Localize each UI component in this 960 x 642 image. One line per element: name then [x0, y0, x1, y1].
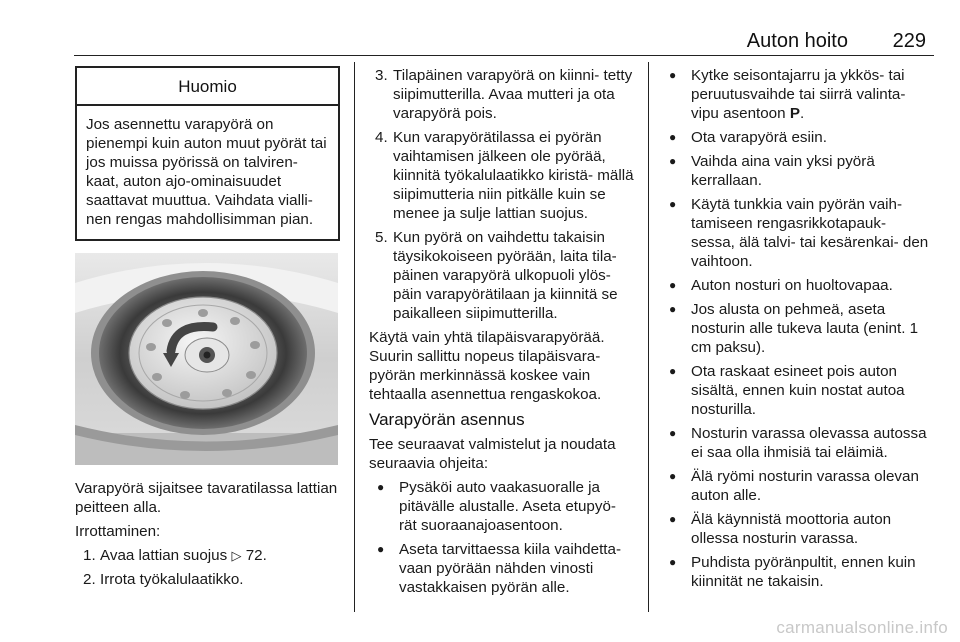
step-number: 1.	[83, 547, 96, 564]
header-divider	[74, 55, 934, 56]
notice-text: Jos asennettu varapyörä on pienempi kuin auton muut pyörät tai jos muissa pyörissä on talviren- kaat, auton ajo-ominaisuudet saattavat muuttua. Vaihdata vialli- nen rengas mahdollisimman pian.	[86, 116, 327, 228]
removal-steps	[75, 546, 340, 589]
list-item: ● Pysäköi auto vaakasuoralle ja pitävälle alustalle. Aseta etupyö- rät suoraanajoasentoon.	[369, 478, 637, 535]
list-item: ● Älä ryömi nosturin varassa olevan auton alle.	[663, 467, 931, 505]
column-divider-1	[354, 62, 355, 612]
gear-position-p: P	[789, 105, 800, 122]
page-reference[interactable]: 72.	[245, 547, 267, 564]
section-title: Auton hoito	[746, 30, 848, 52]
column-1	[75, 66, 340, 594]
speed-note: Käytä vain yhtä tilapäisvarapyörää. Suurin sallittu nopeus tilapäisvara- pyörän merkinnässä koskee vain tehtaalla asennettua rengaskokoa.	[369, 329, 605, 403]
list-item-text: Kytke seisontajarru ja ykkös- tai peruutusvaihde tai siirrä valinta- vipu asentoon	[691, 67, 906, 122]
list-item: ● Aseta tarvittaessa kiila vaihdetta- vaan pyörään nähden vinosti vastakkaisen pyörän alle.	[369, 540, 637, 597]
photo-caption: Varapyörä sijaitsee tavaratilassa lattian peitteen alla.	[75, 480, 338, 516]
list-item: ● Käytä tunkkia vain pyörän vaih- tamiseen rengasrikkotapauk- sessa, älä talvi- tai kesärenkai- den vaihtoon.	[663, 195, 931, 271]
list-item-end: .	[799, 105, 805, 122]
page-reference-icon: ▷	[231, 548, 242, 563]
preparation-list-continued	[663, 66, 931, 591]
step-text: Avaa lattian suojus	[100, 547, 228, 564]
page-header	[74, 30, 934, 54]
list-item: ● Älä käynnistä moottoria auton ollessa nosturin varassa.	[663, 510, 931, 548]
watermark: carmanualsonline.info	[776, 618, 948, 637]
step-2	[75, 570, 340, 589]
notice-box	[75, 66, 340, 241]
removal-steps-continued	[369, 66, 637, 323]
list-item: ● Puhdista pyöränpultit, ennen kuin kiinnität ne takaisin.	[663, 553, 931, 591]
step-number: 4.	[375, 129, 388, 146]
step-3	[369, 66, 637, 123]
step-text: Tilapäinen varapyörä on kiinni- tetty siipimutterilla. Avaa mutteri ja ota varapyörä pois.	[393, 67, 633, 122]
column-3	[663, 66, 931, 596]
list-item	[663, 66, 931, 123]
step-number: 5.	[375, 229, 388, 246]
column-divider-2	[648, 62, 649, 612]
step-number: 3.	[375, 67, 388, 84]
step-text: Irrota työkalulaatikko.	[100, 571, 244, 588]
list-item: ● Jos alusta on pehmeä, aseta nosturin alle tukeva lauta (enint. 1 cm paksu).	[663, 300, 931, 357]
step-text: Kun pyörä on vaihdettu takaisin täysikokoiseen pyörään, laita tila- päinen varapyörä ulkopuoli ylös- päin varapyörätilaan ja kiinnitä se paikalleen siipimutterilla.	[393, 229, 618, 322]
step-number: 2.	[83, 571, 96, 588]
list-item: ● Ota raskaat esineet pois auton sisältä, ennen kuin nostat autoa nosturilla.	[663, 362, 931, 419]
notice-title: Huomio	[77, 68, 338, 106]
removal-label: Irrottaminen:	[75, 523, 161, 540]
step-1	[75, 546, 340, 565]
step-4	[369, 128, 637, 223]
page-number: 229	[892, 30, 926, 52]
preparation-list	[369, 478, 637, 597]
column-2	[369, 66, 637, 602]
section-intro: Tee seuraavat valmistelut ja noudata seuraavia ohjeita:	[369, 436, 616, 472]
section-heading: Varapyörän asennus	[369, 410, 525, 429]
list-item: ● Ota varapyörä esiin.	[663, 128, 931, 147]
list-item: ● Nosturin varassa olevassa autossa ei saa olla ihmisiä tai eläimiä.	[663, 424, 931, 462]
step-text: Kun varapyörätilassa ei pyörän vaihtamisen jälkeen ole pyörää, kiinnitä työkalulaatikko kiristä- mällä siipimutteria niin pitkälle kuin se menee ja sulje lattian suojus.	[393, 129, 634, 222]
list-item: ● Auton nosturi on huoltovapaa.	[663, 276, 931, 295]
list-item: ● Vaihda aina vain yksi pyörä kerrallaan.	[663, 152, 931, 190]
spare-wheel-photo	[75, 253, 338, 465]
step-5	[369, 228, 637, 323]
